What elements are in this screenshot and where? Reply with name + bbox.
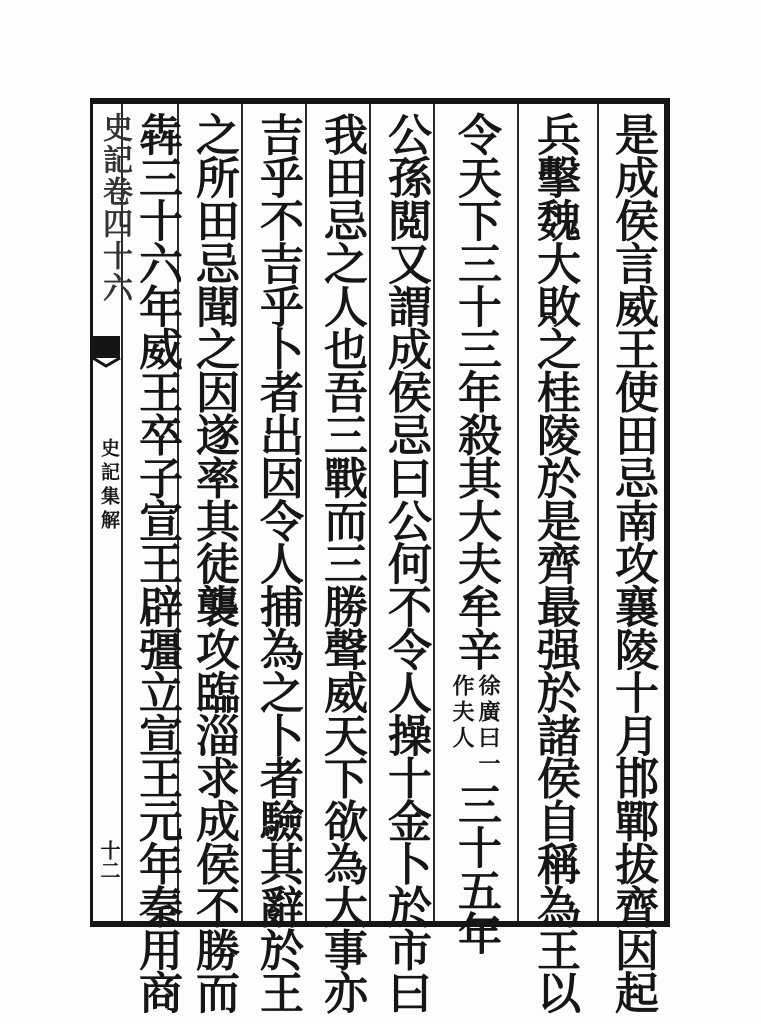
margin-heading bbox=[92, 112, 132, 332]
commentary-line: 作夫人 bbox=[449, 673, 475, 752]
frame-right-border bbox=[664, 98, 670, 927]
text-column-3 bbox=[446, 112, 504, 954]
text-column-1 bbox=[603, 112, 661, 1013]
text-column-5 bbox=[312, 112, 370, 1013]
fish-tail-mark-icon bbox=[93, 336, 120, 370]
text-column-4 bbox=[376, 112, 434, 1013]
column-text: 吉乎不吉乎卜者出因令人捕為之卜者驗其辭於王 bbox=[252, 112, 303, 1013]
column-text: 我田忌之人也吾三戰而三勝聲威天下欲為大事亦 bbox=[316, 112, 367, 1013]
column-text: 之所田忌聞之因遂率其徒襲攻臨淄求成侯不勝而 bbox=[188, 112, 239, 1013]
margin-heading-text: 史記卷四十六 bbox=[97, 112, 132, 304]
commentary-line: 徐廣曰一 bbox=[475, 673, 501, 778]
text-column-8 bbox=[127, 112, 185, 1013]
page-number: 十二 bbox=[97, 840, 121, 880]
column-rule bbox=[597, 104, 599, 921]
text-column-2 bbox=[525, 112, 583, 1013]
column-text: 是成侯言威王使田忌南攻襄陵十月邯鄲拔齊因起 bbox=[607, 112, 658, 1013]
column-text: 兵擊魏大敗之桂陵於是齊最强於諸侯自稱為王以 bbox=[529, 112, 580, 1013]
column-text: 公孫閲又謂成侯忌曰公何不令人操十金卜於市曰 bbox=[380, 112, 431, 1013]
commentary-note bbox=[450, 674, 500, 778]
text-column-7 bbox=[184, 112, 242, 1013]
column-text-before-note: 令天下三十三年殺其大夫牟辛 bbox=[450, 112, 501, 670]
column-rule bbox=[517, 104, 519, 921]
text-column-6 bbox=[248, 112, 306, 1013]
column-text-after-note: 三十五年 bbox=[450, 781, 501, 954]
column-text: 犇三十六年威王卒子宣王辟彊立宣王元年秦用商 bbox=[131, 112, 182, 1013]
book-title: 史記集解 bbox=[98, 438, 120, 534]
